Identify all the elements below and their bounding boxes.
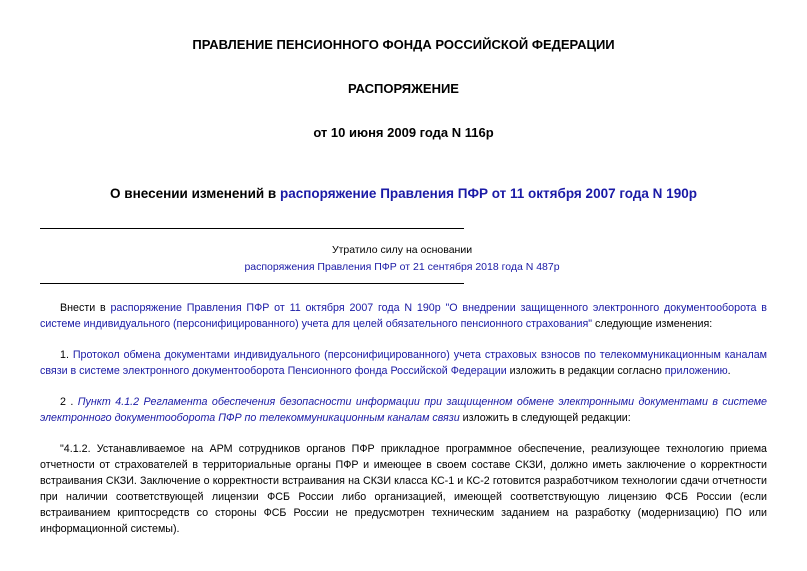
- item-1-text-2: .: [727, 365, 731, 377]
- divider-bottom: [40, 283, 464, 284]
- item-1-paragraph: [40, 347, 767, 379]
- quote-text: "4.1.2. Устанавливаемое на АРМ сотрудников органов ПФР прикладное программное обеспечение, реализующее технологию приема отчетности от страхователей в территориальные органы ПФР и имеющее в своем составе СКЗИ, должно иметь заключение о корректности встраивания СКЗИ. Заключение о корректности встраивания на СКЗИ класса КС-1 и КС-2 готовится разработчиком технологии сдачи отчетности при наличии соответствующей лицензии ФСБ России либо организацией, имеющей соответствующую лицензию ФСБ России (если встраиванием криптосредств со стороны ФСБ России не предусмотрен техническим заданием на разработку (модернизацию) ПО или информационной системы).: [40, 443, 767, 535]
- quote-paragraph: [40, 441, 767, 537]
- repeal-note-text: Утратило силу на основании: [331, 244, 473, 256]
- item-2-paragraph: [40, 394, 767, 426]
- document-date-heading: от 10 июня 2009 года N 116р: [313, 125, 494, 140]
- repeal-note-link[interactable]: распоряжения Правления ПФР от 21 сентября 2018 года N 487р: [244, 261, 560, 273]
- item-2-number: 2 .: [60, 396, 78, 408]
- intro-text-1: Внести в: [60, 302, 111, 314]
- intro-text-3: следующие изменения:: [592, 318, 713, 330]
- organization-heading: ПРАВЛЕНИЕ ПЕНСИОННОГО ФОНДА РОССИЙСКОЙ ФЕДЕРАЦИИ: [192, 37, 615, 52]
- title-link[interactable]: распоряжение Правления ПФР от 11 октября 2007 года N 190р: [279, 186, 697, 201]
- item-2-text-1: изложить в следующей редакции:: [459, 412, 631, 424]
- title-prefix: О внесении изменений в: [110, 186, 280, 201]
- item-1-number: 1.: [60, 349, 73, 361]
- intro-paragraph: [40, 300, 767, 332]
- intro-order-link[interactable]: распоряжение Правления ПФР от 11 октября 2007 года N 190р: [110, 302, 441, 314]
- item-2-regulation-link[interactable]: Пункт 4.1.2 Регламента обеспечения безопасности информации при защищенном обмене электронными документами в системе электронного документооборота ПФР по телекоммуникационным каналам связи: [40, 396, 767, 424]
- item-1-protocol-link[interactable]: Протокол обмена документами индивидуального (персонифицированного) учета страховых взносов по телекоммуникационным каналам связи в системе электронного документооборота Пенсионного фонда Российской Федерации: [40, 349, 767, 377]
- repeal-note-link-line: [40, 261, 764, 273]
- document-type-heading: РАСПОРЯЖЕНИЕ: [348, 81, 459, 96]
- item-1-text-1: изложить в редакции согласно: [506, 365, 665, 377]
- intro-title-link[interactable]: "О внедрении защищенного электронного документооборота в системе индивидуального (персонифицированного) учета для целей обязательного пенсионного страхования": [40, 302, 767, 330]
- divider-top: [40, 228, 464, 229]
- document-title: [0, 186, 807, 201]
- item-1-appendix-link[interactable]: приложению: [664, 365, 728, 377]
